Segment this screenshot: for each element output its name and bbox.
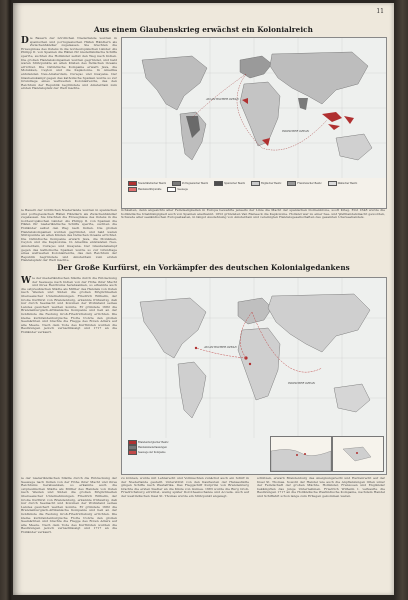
section2-inset-map-stthomas (332, 436, 384, 472)
section2-legend (128, 440, 266, 455)
atlas-page (13, 3, 394, 595)
section2-column-text: Wie der niederländischen Städte durch die Entdeckung der Seewege nach Indien von der Höhe ihrer Macht und ihres Reichtums herabsanken, so erkannte auch die ostpreußischen Städte als Mittler des Handels von Osten nach Westen und Süden die großen Möglichkeiten überseeischer Unternehmungen. Friedrich Wilhelm, der Große Kurfürst von Brandenburg, erkannte frühzeitig, daß nur durch Seemacht und Kolonien der Wohlstand seines Landes gesichert werden konnte. Er gründete 1682 die Brandenburgisch-Afrikanische Kompanie und ließ an der Goldküste die Festung Groß-Friedrichsburg errichten. Die kleine kurbrandenburgische Flotte trotzte den großen Seemächten und brachte die Flagge des Roten Adlers auf alle Meere. Nach dem Tode des Kurfürsten wurden die Besitzungen jedoch vernachlässigt und 1717 an die Holländer verkauft. (21, 276, 117, 334)
legend-item: Brandenburgischer Besitz (128, 440, 266, 445)
section2-bottom-right-text: schützen, erwarb Brandenburg das Aneignungsrecht und Herrenrecht auf der Insel St. Thomas. Sowohl der Handel wie auch die Anpflanzungen litten unter der Feindschaft der großen Mächte. Holländer, Franzosen und Engländer bekämpften das junge Unternehmen. Friedrich Wilhelm I. verkaufte die Besitzungen 1717 an die Holländische Westindische Kompanie, nachdem Handel und Schiffahrt schon lange zum Erliegen gekommen waren. (257, 476, 385, 498)
legend-item: Handelsniederlassungen (128, 445, 266, 450)
section2-inset-map-goldcoast (270, 436, 332, 472)
legend-item: Französischer Besitz (287, 181, 321, 186)
legend-item: Handelsstützpunkte (128, 187, 161, 192)
section2-column-continued: ie der niederländischen Städte durch die Entdeckung der Seewege nach Indien von der Höhe ihrer Macht und ihres Reichtums herabsanken, so erkannte auch die ostpreußischen Städte als Mittler des Handels von Osten nach Westen und Süden die großen Möglichkeiten überseeischer Unternehmungen. Friedrich Wilhelm, der Große Kurfürst von Brandenburg, erkannte frühzeitig, daß nur durch Seemacht und Kolonien der Wohlstand seines Landes gesichert werden konnte. Er gründete 1682 die Brandenburgisch-Afrikanische Kompanie und ließ an der Goldküste die Festung Groß-Friedrichsburg errichten. Die kleine kurbrandenburgische Flotte trotzte den großen Seemächten und brachte die Flagge des Roten Adlers auf alle Meere. Nach dem Tode des Kurfürsten wurden die Besitzungen jedoch vernachlässigt und 1717 an die Holländer verkauft. (21, 476, 117, 534)
section2-world-map (121, 277, 387, 475)
section2-bottom-left-text: zu können, wurde mit Lehnsrecht und Vollmachten zunächst auch ein Schiff in der Niederlande gestellt. Unterstützt von den Kaufleuten der Hansestädte gingen Schiffe nach Westafrika. Das Flaggschiff Kurprinz von Brandenburg brachte die ersten Siedler an die Küste von Guinea. 1683 wurde die Burg Groß-Friedrichsburg errichtet, wenig später Dorotheenschanze und Accada. Auch auf der westindischen Insel St. Thomas wurde ein Stützpunkt angelegt. (121, 476, 249, 498)
book-edge (394, 0, 408, 600)
page-number: 11 (376, 8, 384, 15)
section1-legend (128, 181, 380, 192)
legend-item: Dänischer Besitz (328, 181, 358, 186)
section1-world-map (121, 37, 387, 209)
section2-label-indian: INDISCHER OZEAN (288, 382, 316, 385)
section1-title: Aus einem Glaubenskrieg erwächst ein Kolonialreich (94, 25, 313, 34)
section2-title: Der Große Kurfürst, ein Vorkämpfer des deutschen Kolonialgedankens (57, 263, 350, 272)
legend-item: Seewege der Kompanie (128, 450, 266, 455)
section1-label-indian: INDISCHER OZEAN (282, 130, 310, 133)
section2-label-atlantic: ATLANTISCHER OZEAN (204, 346, 237, 349)
legend-item: Portugiesischer Besitz (172, 181, 208, 186)
legend-item: Seewege (167, 187, 187, 192)
section1-column-text: Die Bauern der nördlichen Niederlande wurden in spanischen und portugiesischen Häfen Händlern als Zwischenhändler zugelassen. Sie brachten die Erzeugnisse des Ostens in die nordeuropäischen Länder. Als Philipp II. von Spanien die Häfen für niederländische Schiffe sperrte, suchten die Holländer selbst den Weg nach Indien. Die großen Handelskompanien wurden gegründet, und bald waren Stützpunkte an allen Küsten des Indischen Ozeans errichtet. Die Ostindische Kompanie erwarb Java, die Molukken, Ceylon und die Kapkolonie. In Amerika entstanden Neu-Amsterdam, Curaçao und Guayana. Der Glaubenskampf gegen das katholische Spanien wurde so zur Grundlage eines weltweiten Kolonialreichs, das den Reichtum der Republik begründete und Amsterdam zum ersten Handelsplatz der Welt machte. (21, 36, 117, 91)
section1-label-atlantic: ATLANTISCHER OZEAN (206, 98, 239, 101)
legend-item: Englischer Besitz (251, 181, 281, 186)
legend-item: Spanischer Besitz (214, 181, 245, 186)
section1-bottom-text: lichkeiten, denn angesichts aller Feindseligkeiten in Europa bewahrte jenseits der Linie die Macht der spanischen Dornenkrone, sooft Krieg. Erst 1648 wurde die holländische Unabhängigkeit auch von Spanien anerkannt. 1652 gründeten Van Riebeeck die Kapkolonie. Holland war zu einer See- und Welthandelsmacht geworden, Schwede aller seeländischen Europastaaten, in längst Ausdehnung von Amsterdam und vereinigten Handelsgesellschaften des gesamten Überseehandels. (121, 208, 385, 220)
section1-column-continued: ie Bauern der nördlichen Niederlande wurden in spanischen und portugiesischen Häfen Händlern als Zwischenhändler zugelassen. Sie brachten die Erzeugnisse des Ostens in die nordeuropäischen Länder. Als Philipp II. von Spanien die Häfen für niederländische Schiffe sperrte, suchten die Holländer selbst den Weg nach Indien. Die großen Handelskompanien wurden gegründet, und bald waren Stützpunkte an allen Küsten des Indischen Ozeans errichtet. Die Ostindische Kompanie erwarb Java, die Molukken, Ceylon und die Kapkolonie. In Amerika entstanden Neu-Amsterdam, Curaçao und Guayana. Der Glaubenskampf gegen das katholische Spanien wurde so zur Grundlage eines weltweiten Kolonialreichs, das den Reichtum der Republik begründete und Amsterdam zum ersten Handelsplatz der Welt machte. (21, 208, 117, 263)
legend-item: Niederländischer Besitz (128, 181, 166, 186)
